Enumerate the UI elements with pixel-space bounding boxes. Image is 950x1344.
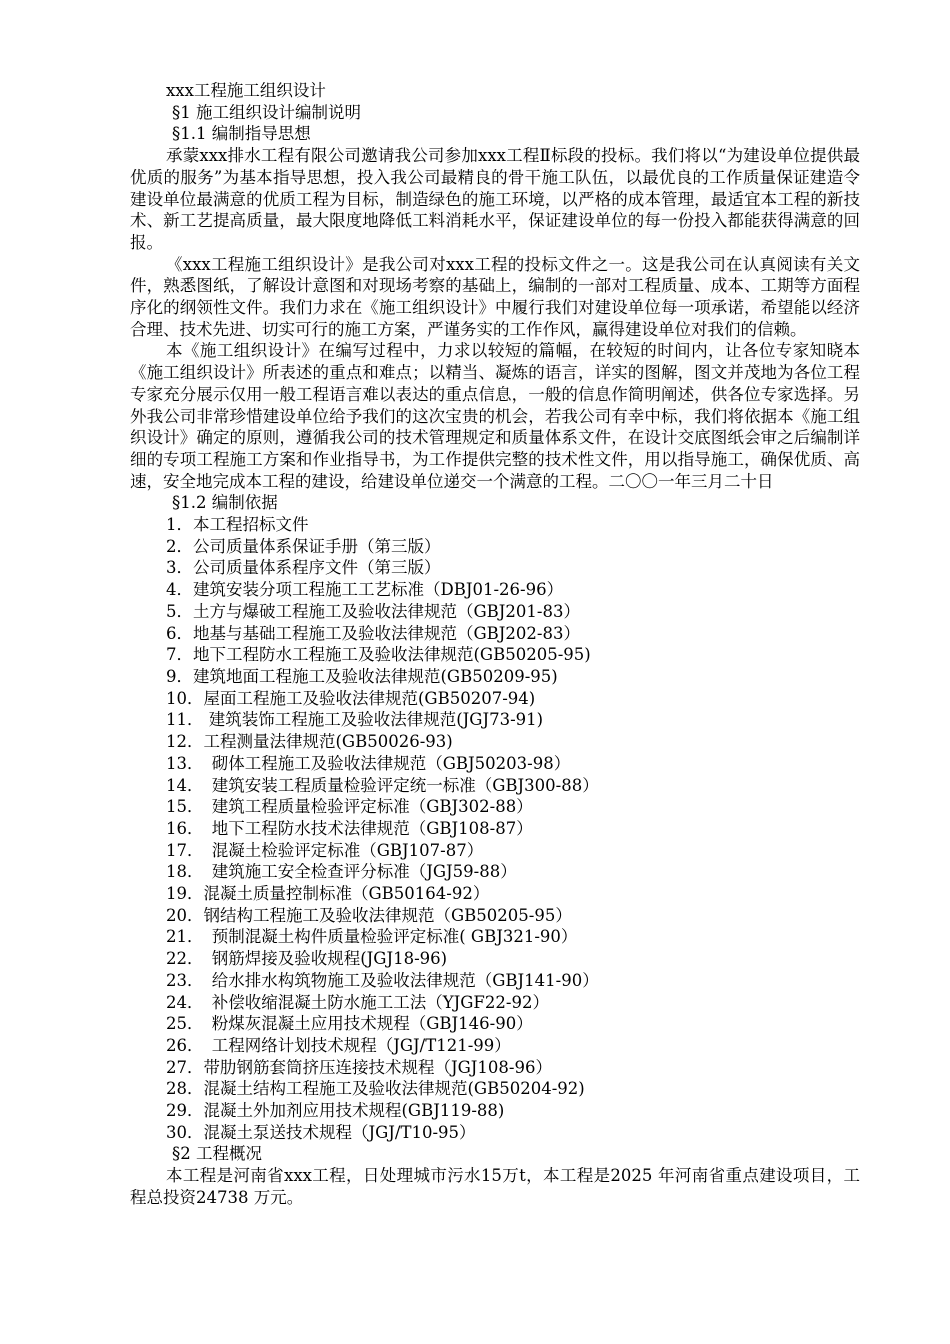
list-item: 12．工程测量法律规范(GB50026-93) <box>166 732 453 752</box>
list-item: 24． 补偿收缩混凝土防水施工工法（YJGF22-92） <box>166 992 549 1012</box>
section-1-heading: §1 施工组织设计编制说明 <box>172 102 361 122</box>
list-item: 9．建筑地面工程施工及验收法律规范(GB50209-95) <box>166 666 558 686</box>
section-1-2-heading: §1.2 编制依据 <box>172 493 278 513</box>
list-item: 25． 粉煤灰混凝土应用技术规程（GBJ146-90） <box>166 1014 533 1034</box>
list-item: 26． 工程网络计划技术规程（JGJ/T121-99） <box>166 1035 511 1055</box>
list-item: 5．土方与爆破工程施工及验收法律规范（GBJ201-83） <box>166 601 580 621</box>
list-item: 28．混凝土结构工程施工及验收法律规范(GB50204-92) <box>166 1079 585 1099</box>
paragraph-guiding-idea: 承蒙xxx排水工程有限公司邀请我公司参加xxx工程Ⅱ标段的投标。我们将以“为建设单位提供最优质的服务”为基本指导思想，投入我公司最精良的骨干施工队伍，以最优良的工作质量保证建造令建设单位最满意的优质工程为目标，制造绿色的施工环境，以严格的成本管理，最适宜本工程的新技术、新工艺提高质量，最大限度地降低工料消耗水平，保证建设单位的每一份投入都能获得满意的回报。 <box>130 146 860 252</box>
list-item: 2．公司质量体系保证手册（第三版） <box>166 536 441 556</box>
paragraph-document-purpose: 《xxx工程施工组织设计》是我公司对xxx工程的投标文件之一。这是我公司在认真阅读有关文件，熟悉图纸，了解设计意图和对现场考察的基础上，编制的一部对工程质量、成本、工期等方面程序化的纲领性文件。我们力求在《施工组织设计》中履行我们对建设单位每一项承诺，希望能以经济合理、技术先进、切实可行的施工方案，严谨务实的工作作风，赢得建设单位对我们的信赖。 <box>130 254 860 339</box>
list-item: 18． 建筑施工安全检查评分标准（JGJ59-88） <box>166 862 517 882</box>
list-item: 27．带肋钢筋套筒挤压连接技术规程（JGJ108-96） <box>166 1057 552 1077</box>
list-item: 19．混凝土质量控制标准（GB50164-92） <box>166 884 490 904</box>
basis-list <box>130 514 860 1143</box>
list-item: 4．建筑安装分项工程施工工艺标准（DBJ01-26-96） <box>166 580 564 600</box>
list-item: 23． 给水排水构筑物施工及验收法律规范（GBJ141-90） <box>166 970 599 990</box>
document-page <box>130 80 860 1209</box>
section-2-heading: §2 工程概况 <box>172 1144 262 1164</box>
section-1-1-heading: §1.1 编制指导思想 <box>172 124 311 144</box>
list-item: 11． 建筑装饰工程施工及验收法律规范(JGJ73-91) <box>166 710 544 730</box>
list-item: 22． 钢筋焊接及验收规程(JGJ18-96) <box>166 949 448 969</box>
document-title: xxx工程施工组织设计 <box>166 81 326 100</box>
paragraph-writing-approach: 本《施工组织设计》在编写过程中，力求以较短的篇幅，在较短的时间内，让各位专家知晓本《施工组织设计》所表述的重点和难点；以精当、凝炼的语言，详实的图解，图文并茂地为各位工程专家充分展示仅用一般工程语言难以表达的重点信息，一般的信息作简明阐述，供各位专家选择。另外我公司非常珍惜建设单位给予我们的这次宝贵的机会，若我公司有幸中标，我们将依据本《施工组织设计》确定的原则，遵循我公司的技术管理规定和质量体系文件，在设计交底图纸会审之后编制详细的专项工程施工方案和作业指导书，为工作提供完整的技术性文件，用以指导施工，确保优质、高速，安全地完成本工程的建设，给建设单位递交一个满意的工程。二〇〇一年三月二十日 <box>130 341 860 491</box>
list-item: 3．公司质量体系程序文件（第三版） <box>166 558 441 578</box>
list-item: 1．本工程招标文件 <box>166 515 309 535</box>
list-item: 17． 混凝土检验评定标准（GBJ107-87） <box>166 840 484 860</box>
list-item: 21． 预制混凝土构件质量检验评定标准( GBJ321-90） <box>166 927 578 947</box>
list-item: 13． 砌体工程施工及验收法律规范（GBJ50203-98） <box>166 753 571 773</box>
list-item: 15． 建筑工程质量检验评定标准（GBJ302-88） <box>166 797 533 817</box>
list-item: 7．地下工程防水工程施工及验收法律规范(GB50205-95) <box>166 645 591 665</box>
list-item: 30．混凝土泵送技术规程（JGJ/T10-95） <box>166 1122 476 1142</box>
list-item: 6．地基与基础工程施工及验收法律规范（GBJ202-83） <box>166 623 580 643</box>
list-item: 14． 建筑安装工程质量检验评定统一标准（GBJ300-88） <box>166 775 599 795</box>
list-item: 10．屋面工程施工及验收法律规范(GB50207-94) <box>166 688 536 708</box>
list-item: 29．混凝土外加剂应用技术规程(GBJ119-88) <box>166 1101 505 1121</box>
list-item: 20．钢结构工程施工及验收法律规范（GB50205-95） <box>166 905 572 925</box>
list-item: 16． 地下工程防水技术法律规范（GBJ108-87） <box>166 818 533 838</box>
paragraph-project-overview: 本工程是河南省xxx工程，日处理城市污水15万t，本工程是2025 年河南省重点建设项目，工程总投资24738 万元。 <box>130 1166 860 1207</box>
